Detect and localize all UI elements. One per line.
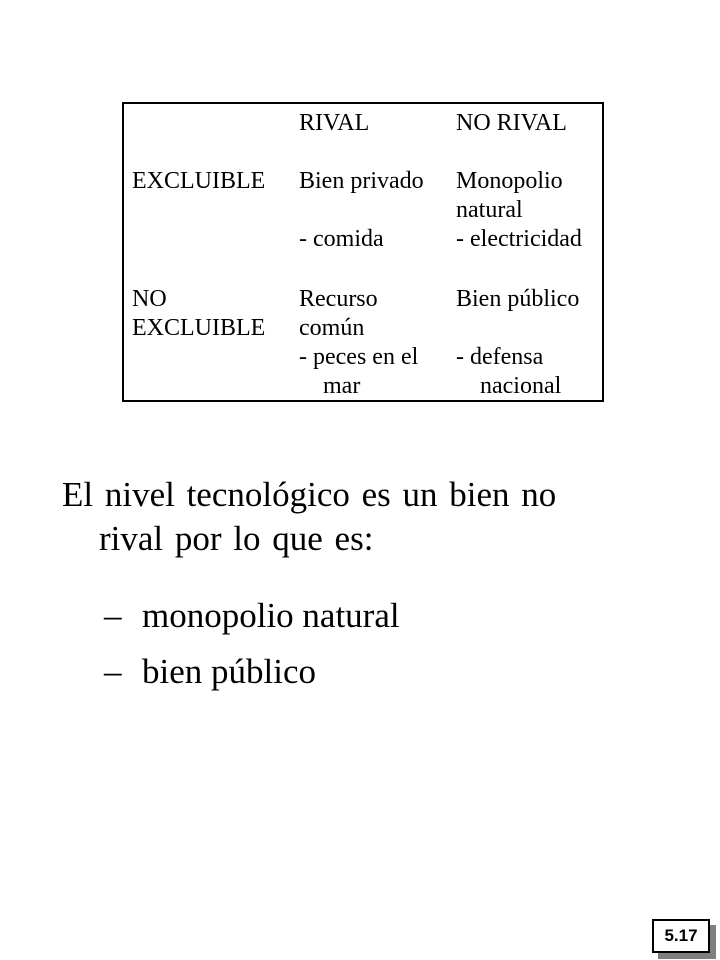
- row-label-excluible: EXCLUIBLE: [132, 168, 266, 194]
- slide-number-badge: 5.17: [652, 919, 710, 953]
- statement-text: [62, 473, 662, 561]
- list-item: [104, 588, 400, 644]
- cell-excluible-norival-example: - electricidad: [456, 226, 582, 252]
- cell-noexcluible-rival-name-2: común: [299, 315, 365, 341]
- row-label-excluible-2: EXCLUIBLE: [132, 315, 266, 341]
- cell-noexcluible-rival-example: - peces en el: [299, 344, 419, 370]
- dash-bullet-icon: –: [104, 652, 122, 691]
- row-label-no: NO: [132, 286, 167, 312]
- list-item: [104, 644, 400, 700]
- cell-noexcluible-rival-name: Recurso: [299, 286, 378, 312]
- cell-noexcluible-norival-example-2: nacional: [480, 373, 562, 399]
- statement-line-1: El nivel tecnológico es un bien no: [62, 475, 557, 514]
- cell-excluible-rival-example: - comida: [299, 226, 384, 252]
- goods-classification-table: [122, 102, 604, 402]
- cell-noexcluible-rival-example-2: mar: [323, 373, 361, 399]
- dash-bullet-icon: –: [104, 596, 122, 635]
- cell-excluible-norival-name-2: natural: [456, 197, 523, 223]
- header-rival: RIVAL: [299, 110, 370, 136]
- bullet-text: monopolio natural: [142, 596, 400, 635]
- statement-line-2: rival por lo que es:: [99, 519, 374, 558]
- cell-excluible-norival-name: Monopolio: [456, 168, 563, 194]
- bullet-text: bien público: [142, 652, 316, 691]
- cell-excluible-rival-name: Bien privado: [299, 168, 424, 194]
- header-no-rival: NO RIVAL: [456, 110, 567, 136]
- bullet-list: [104, 588, 400, 700]
- cell-noexcluible-norival-example: - defensa: [456, 344, 544, 370]
- cell-noexcluible-norival-name: Bien público: [456, 286, 580, 312]
